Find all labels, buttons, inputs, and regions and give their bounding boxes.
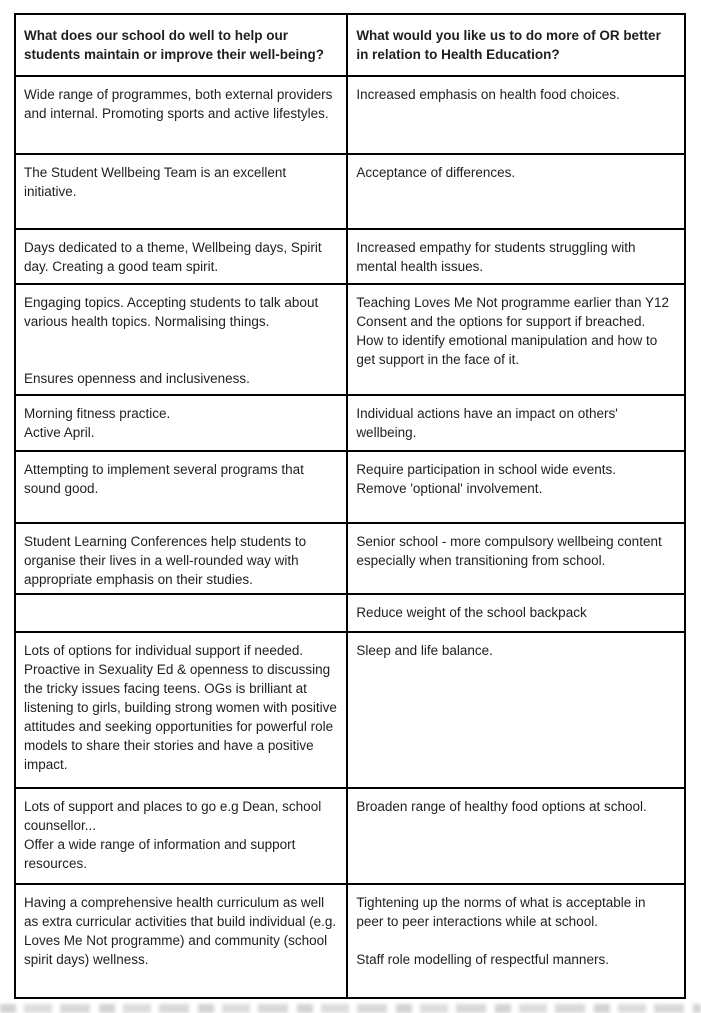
cell-text: Days dedicated to a theme, Wellbeing days, Spirit day. Creating a good team spirit. xyxy=(24,240,322,274)
cell-text: Engaging topics. Accepting students to talk about various health topics. Normalising things. xyxy=(24,295,319,329)
cell-text: Staff role modelling of respectful manners. xyxy=(356,952,609,967)
cell-left xyxy=(15,632,347,788)
cell-right xyxy=(347,594,685,632)
table-row xyxy=(15,788,685,884)
cell-left xyxy=(15,284,347,395)
cell-right xyxy=(347,284,685,395)
cell-text: How to identify emotional manipulation and how to get support in the face of it. xyxy=(356,333,658,367)
cell-left xyxy=(15,788,347,884)
cell-text: Having a comprehensive health curriculum as well as extra curricular activities that build individual (e.g. Loves Me Not programme) and community (school spirit days) wellness. xyxy=(24,895,337,967)
cell-text: Attempting to implement several programs that sound good. xyxy=(24,462,304,496)
cell-right xyxy=(347,154,685,229)
cell-left xyxy=(15,451,347,523)
cell-text: Lots of options for individual support if needed. Proactive in Sexuality Ed & openness to discussing the tricky issues facing teens. OGs is brilliant at listening to girls, building strong women with positive attitudes and seeking opportunities for powerful role models to share their stories and have a positive impact. xyxy=(24,643,337,772)
cell-left xyxy=(15,594,347,632)
header-col-left: What does our school do well to help our students maintain or improve their well-being? xyxy=(15,14,347,76)
cell-text xyxy=(24,350,338,369)
cell-text: Sleep and life balance. xyxy=(356,643,493,658)
cell-text: Broaden range of healthy food options at school. xyxy=(356,799,647,814)
cell-text xyxy=(24,331,338,350)
header-col-right: What would you like us to do more of OR better in relation to Health Education? xyxy=(347,14,685,76)
cell-left xyxy=(15,523,347,594)
table-row xyxy=(15,451,685,523)
cell-text: Increased empathy for students struggling with mental health issues. xyxy=(356,240,636,274)
cell-text: Senior school - more compulsory wellbeing content especially when transitioning from school. xyxy=(356,534,662,568)
cell-right xyxy=(347,229,685,284)
cell-text: Student Learning Conferences help students to organise their lives in a well-rounded way with appropriate emphasis on their studies. xyxy=(24,534,307,587)
cell-left xyxy=(15,395,347,451)
cell-text: Increased emphasis on health food choices. xyxy=(356,87,620,102)
header-row xyxy=(15,14,685,76)
cell-text: Morning fitness practice. xyxy=(24,406,171,421)
cell-left xyxy=(15,884,347,998)
feedback-table xyxy=(14,13,686,999)
cell-text: Teaching Loves Me Not programme earlier than Y12 xyxy=(356,295,669,310)
table-row xyxy=(15,284,685,395)
cell-text: Consent and the options for support if breached. xyxy=(356,314,646,329)
table-row xyxy=(15,523,685,594)
table-row xyxy=(15,229,685,284)
cell-text: Offer a wide range of information and support resources. xyxy=(24,837,296,871)
cell-left xyxy=(15,76,347,154)
cell-right xyxy=(347,884,685,998)
cell-right xyxy=(347,632,685,788)
cell-text: Lots of support and places to go e.g Dean, school counsellor... xyxy=(24,799,322,833)
cutoff-text-artifact xyxy=(0,1004,701,1013)
table-body xyxy=(15,76,685,998)
cell-text: Reduce weight of the school backpack xyxy=(356,605,587,620)
table-row xyxy=(15,594,685,632)
table-row xyxy=(15,154,685,229)
cell-right xyxy=(347,395,685,451)
cell-right xyxy=(347,523,685,594)
cell-text: The Student Wellbeing Team is an excellent initiative. xyxy=(24,165,287,199)
cell-text: Tightening up the norms of what is acceptable in peer to peer interactions while at school. xyxy=(356,895,646,929)
cell-text: Remove 'optional' involvement. xyxy=(356,481,543,496)
cell-left xyxy=(15,229,347,284)
cell-right xyxy=(347,76,685,154)
cell-text: Active April. xyxy=(24,425,95,440)
cell-right xyxy=(347,788,685,884)
table-row xyxy=(15,395,685,451)
cell-right xyxy=(347,451,685,523)
cell-text: Acceptance of differences. xyxy=(356,165,516,180)
cell-text: Ensures openness and inclusiveness. xyxy=(24,371,250,386)
cell-text: Require participation in school wide events. xyxy=(356,462,616,477)
table-row xyxy=(15,884,685,998)
cell-text xyxy=(356,931,676,950)
cell-text: Individual actions have an impact on others' wellbeing. xyxy=(356,406,618,440)
cell-left xyxy=(15,154,347,229)
table-row xyxy=(15,76,685,154)
cell-text: Wide range of programmes, both external providers and internal. Promoting sports and active lifestyles. xyxy=(24,87,333,121)
table-row xyxy=(15,632,685,788)
